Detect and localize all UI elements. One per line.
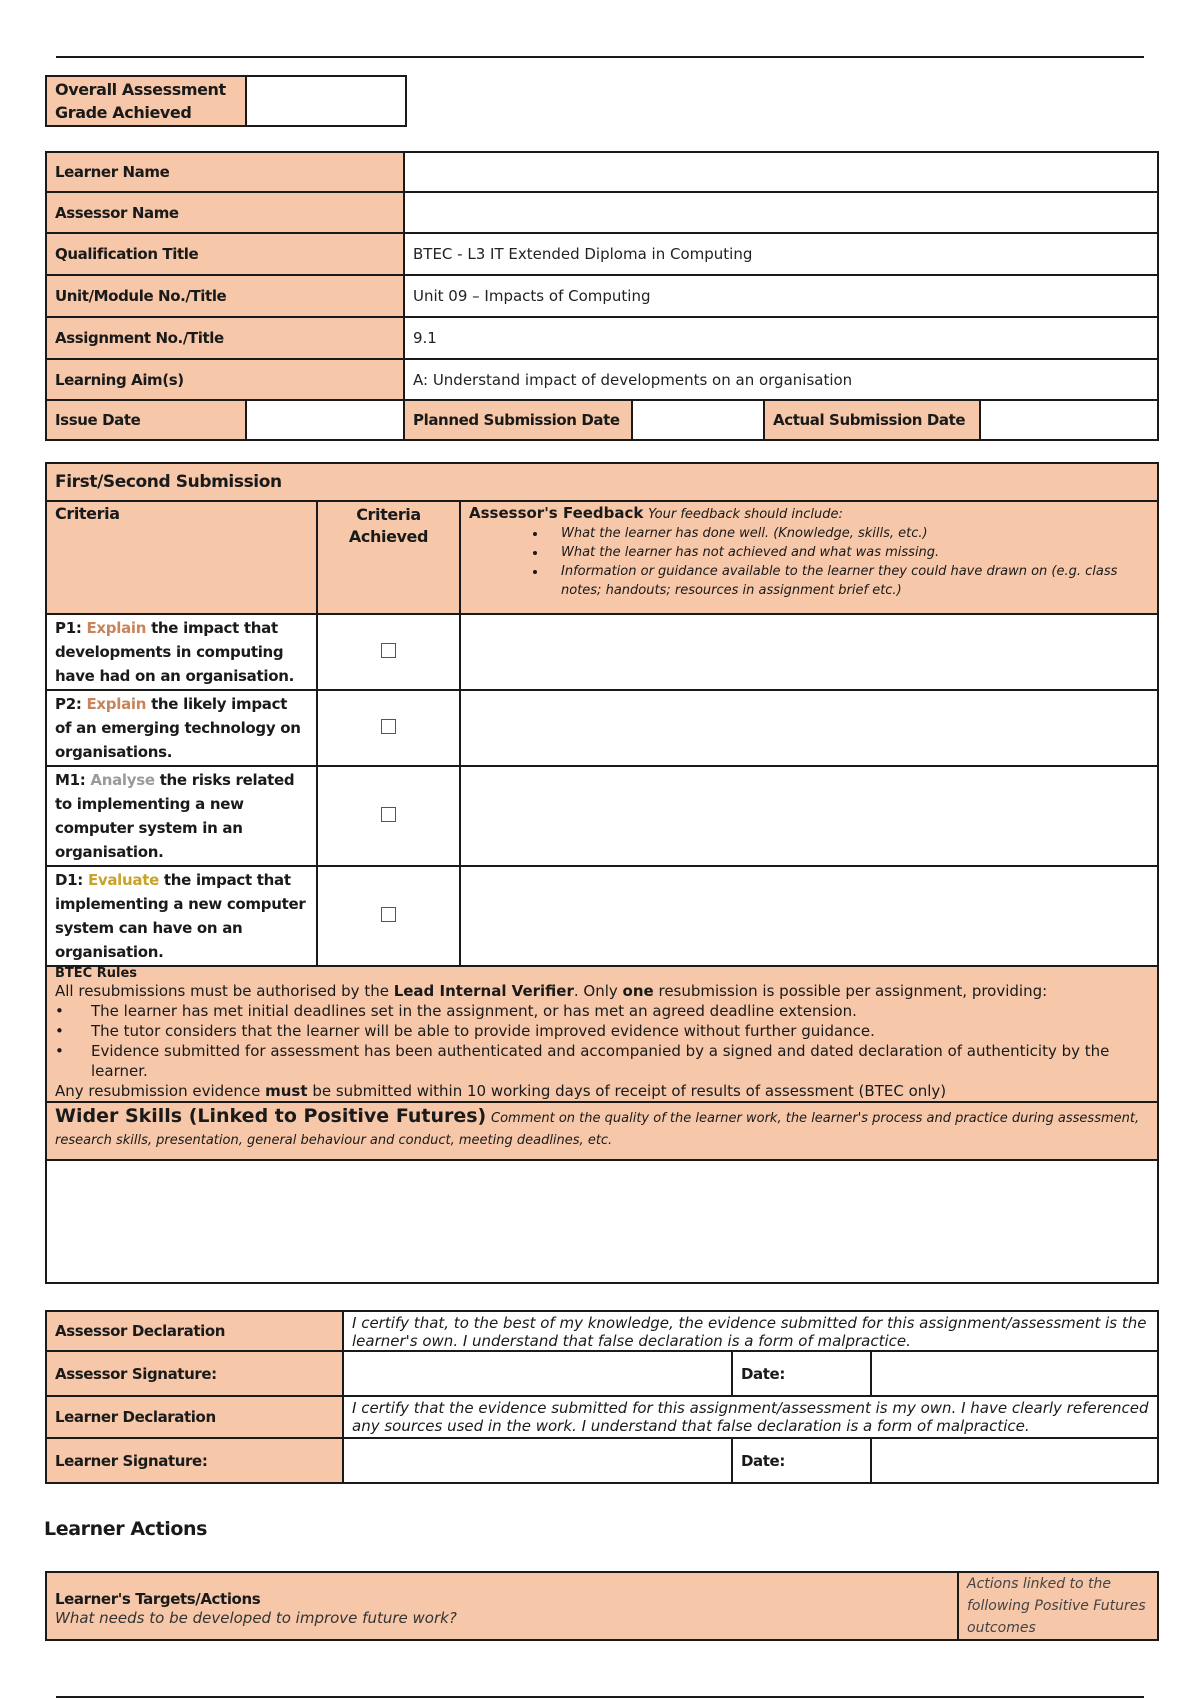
issue-date-label: Issue Date (46, 400, 246, 440)
learner-declaration-label: Learner Declaration (46, 1396, 343, 1438)
learning-aims-field[interactable]: A: Understand impact of developments on an organisation (404, 359, 1158, 400)
learner-targets-subtitle: What needs to be developed to improve future work? (55, 1608, 457, 1627)
assessor-feedback-header (460, 501, 1158, 614)
assessor-date-field[interactable] (871, 1351, 1158, 1396)
feedback-field[interactable] (460, 766, 1158, 866)
learner-name-label: Learner Name (46, 152, 404, 192)
btec-rule-item: • The learner has met initial deadlines set in the assignment, or has met an agreed deadline extension. (55, 1001, 1149, 1021)
btec-rules (46, 966, 1158, 1102)
assessor-declaration-label: Assessor Declaration (46, 1311, 343, 1351)
overall-grade-label: Overall Assessment Grade Achieved (46, 76, 246, 126)
learner-signature-field[interactable] (343, 1438, 732, 1483)
learner-targets-header (46, 1572, 958, 1640)
wider-skills-header (46, 1102, 1158, 1160)
btec-rules-title: BTEC Rules (55, 966, 137, 981)
assignment-title-field[interactable]: 9.1 (404, 317, 1158, 359)
criteria-row-m1 (46, 766, 1158, 866)
feedback-title: Assessor's Feedback (469, 504, 644, 522)
btec-rules-list (55, 1001, 1149, 1081)
actual-submission-date-label: Actual Submission Date (764, 400, 980, 440)
assessor-declaration-text: I certify that, to the best of my knowledge, the evidence submitted for this assignment/assessment is the learner's own. I understand that false declaration is a form of malpractice. (343, 1311, 1158, 1351)
feedback-guidance-item: • What the learner has done well. (Knowledge, skills, etc.) (547, 524, 1149, 543)
criteria-text: M1: Analyse the risks related to implementing a new computer system in an organisation. (46, 766, 317, 866)
criteria-achieved-cell (317, 614, 460, 690)
btec-rule-item: • The tutor considers that the learner will be able to provide improved evidence without further guidance. (55, 1021, 1149, 1041)
assessor-name-label: Assessor Name (46, 192, 404, 233)
overall-grade-table (45, 75, 407, 127)
btec-rules-footer: Any resubmission evidence must be submitted within 10 working days of receipt of results of assessment (BTEC only) (55, 1082, 947, 1100)
checkbox-icon[interactable] (381, 643, 396, 658)
learner-signature-label: Learner Signature: (46, 1438, 343, 1483)
criteria-achieved-header: Criteria Achieved (317, 501, 460, 614)
submission-title: First/Second Submission (46, 463, 1158, 501)
criteria-achieved-cell (317, 690, 460, 766)
checkbox-icon[interactable] (381, 907, 396, 922)
bottom-rule (56, 1696, 1144, 1698)
learner-actions-heading: Learner Actions (44, 1518, 208, 1540)
issue-date-field[interactable] (246, 400, 404, 440)
positive-futures-header: Actions linked to the following Positive Futures outcomes (958, 1572, 1158, 1640)
criteria-text: P1: Explain the impact that developments in computing have had on an organisation. (46, 614, 317, 690)
criteria-achieved-cell (317, 766, 460, 866)
learner-name-field[interactable] (404, 152, 1158, 192)
declarations-table (45, 1310, 1159, 1484)
feedback-field[interactable] (460, 866, 1158, 966)
assessor-date-label: Date: (732, 1351, 871, 1396)
learner-declaration-text: I certify that the evidence submitted for this assignment/assessment is my own. I have clearly referenced any sources used in the work. I understand that false declaration is a form of malpractice. (343, 1396, 1158, 1438)
qualification-title-label: Qualification Title (46, 233, 404, 275)
feedback-field[interactable] (460, 614, 1158, 690)
qualification-title-field[interactable]: BTEC - L3 IT Extended Diploma in Computing (404, 233, 1158, 275)
learner-targets-title: Learner's Targets/Actions (55, 1589, 261, 1608)
assessor-name-field[interactable] (404, 192, 1158, 233)
feedback-field[interactable] (460, 690, 1158, 766)
wider-skills-title: Wider Skills (Linked to Positive Futures) (55, 1105, 487, 1127)
btec-rule-item: • Evidence submitted for assessment has been authenticated and accompanied by a signed and dated declaration of authenticity by the learner. (55, 1041, 1149, 1081)
unit-title-field[interactable]: Unit 09 – Impacts of Computing (404, 275, 1158, 317)
planned-submission-date-label: Planned Submission Date (404, 400, 632, 440)
overall-grade-field[interactable] (246, 76, 406, 126)
assignment-title-label: Assignment No./Title (46, 317, 404, 359)
criteria-achieved-cell (317, 866, 460, 966)
submission-table (45, 462, 1159, 1284)
criteria-text: P2: Explain the likely impact of an emerging technology on organisations. (46, 690, 317, 766)
criteria-text: D1: Evaluate the impact that implementing a new computer system can have on an organisation. (46, 866, 317, 966)
learner-actions-table (45, 1571, 1159, 1641)
feedback-guidance-item: • Information or guidance available to the learner they could have drawn on (e.g. class notes; handouts; resources in assignment brief etc.) (547, 562, 1149, 600)
assessor-signature-field[interactable] (343, 1351, 732, 1396)
assessor-signature-label: Assessor Signature: (46, 1351, 343, 1396)
feedback-subtitle: Your feedback should include: (648, 507, 843, 522)
unit-title-label: Unit/Module No./Title (46, 275, 404, 317)
feedback-guidance-list (469, 524, 1149, 600)
criteria-row-p1 (46, 614, 1158, 690)
wider-skills-subtitle: Comment on the quality of the learner work, the learner's process and practice during assessment, research skills, presentation, general behaviour and conduct, meeting deadlines, etc. (55, 1111, 1140, 1148)
top-rule (56, 56, 1144, 58)
actual-submission-date-field[interactable] (980, 400, 1158, 440)
btec-rules-intro: All resubmissions must be authorised by the Lead Internal Verifier. Only one resubmission is possible per assignment, providing: (55, 982, 1048, 1000)
criteria-row-p2 (46, 690, 1158, 766)
learner-date-label: Date: (732, 1438, 871, 1483)
criteria-row-d1 (46, 866, 1158, 966)
learner-date-field[interactable] (871, 1438, 1158, 1483)
learning-aims-label: Learning Aim(s) (46, 359, 404, 400)
details-table (45, 151, 1159, 441)
wider-skills-field[interactable] (46, 1160, 1158, 1283)
checkbox-icon[interactable] (381, 719, 396, 734)
criteria-header: Criteria (46, 501, 317, 614)
checkbox-icon[interactable] (381, 807, 396, 822)
feedback-guidance-item: • What the learner has not achieved and what was missing. (547, 543, 1149, 562)
planned-submission-date-field[interactable] (632, 400, 764, 440)
